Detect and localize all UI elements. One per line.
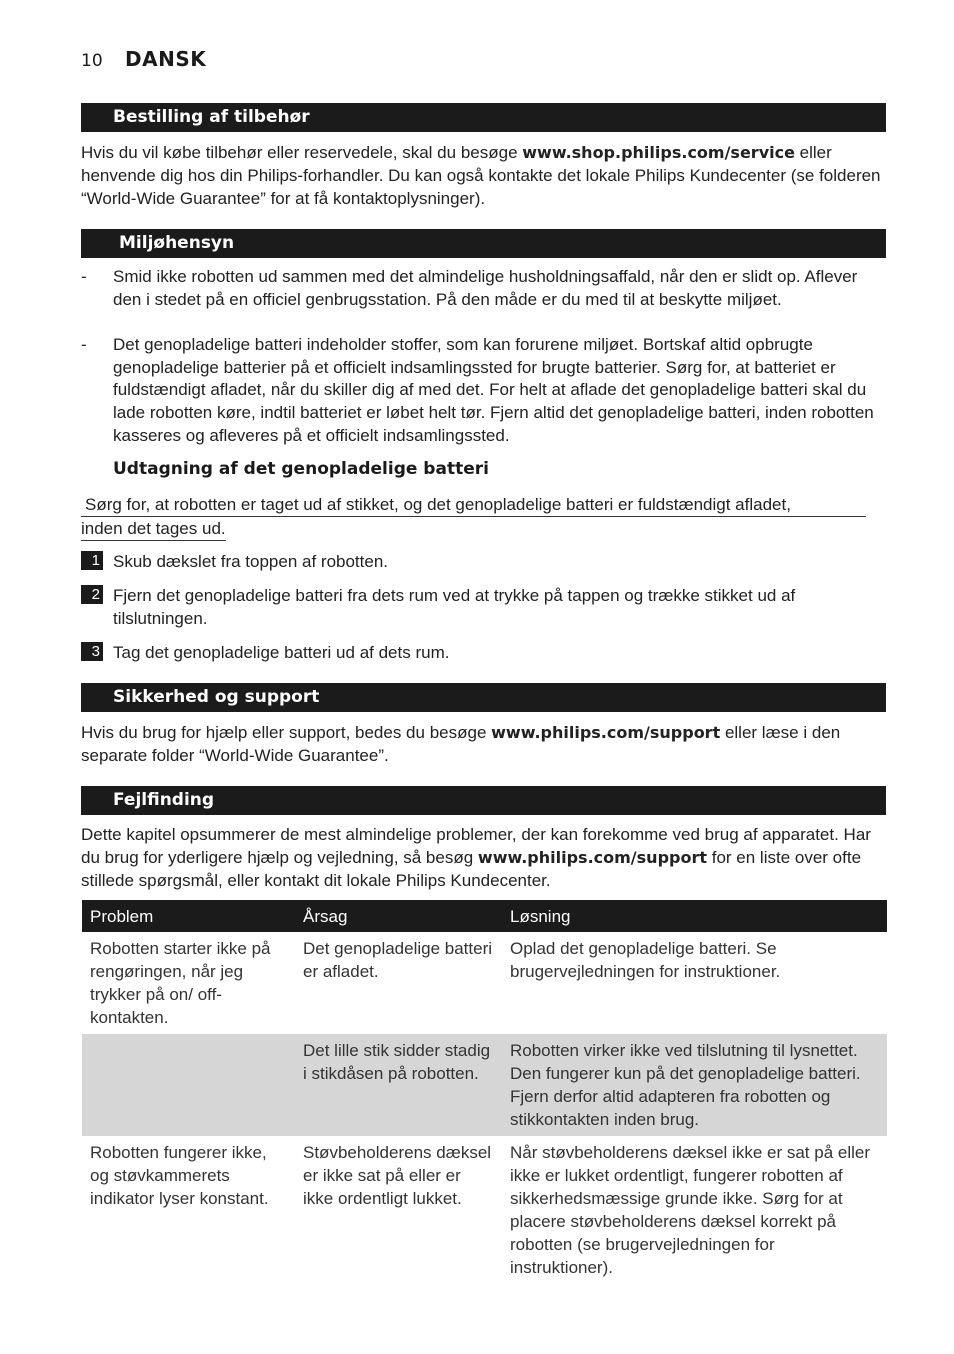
column-header-solution: Løsning bbox=[502, 900, 887, 932]
support-text-2: eller læse i den separate folder “World-Wide Guarantee”. bbox=[81, 723, 841, 765]
table-row bbox=[82, 932, 887, 1034]
troubleshooting-text-1: Dette kapitel opsummerer de mest almindelige problemer, der kan forekomme ved brug af apparatet. Har du brug for yderligere hjælp og vejledning, så besøg bbox=[81, 825, 871, 867]
warning-line-2: inden det tages ud. bbox=[81, 517, 226, 541]
accessories-text-1: Hvis du vil købe tilbehør eller reservedele, skal du besøge bbox=[81, 143, 523, 162]
troubleshooting-table bbox=[82, 900, 887, 1284]
problem-cell: Robotten fungerer ikke, og støvkammerets indikator lyser konstant. bbox=[90, 1143, 269, 1208]
step-item bbox=[81, 550, 887, 573]
troubleshooting-text-2: for en liste over ofte stillede spørgsmål, eller kontakt dit lokale Philips Kundecenter. bbox=[81, 848, 862, 890]
step-text: Fjern det genopladelige batteri fra dets rum ved at trykke på tappen og trække stikket ud af tilslutningen. bbox=[113, 586, 796, 628]
accessories-paragraph bbox=[81, 141, 887, 210]
step-number: 2 bbox=[81, 585, 103, 604]
warning-line-1: Sørg for, at robotten er taget ud af stikket, og det genopladelige batteri er fuldstændigt afladet, bbox=[81, 493, 866, 517]
problem-cell bbox=[82, 1034, 295, 1136]
cause-cell: Det lille stik sidder stadig i stikdåsen på robotten. bbox=[295, 1034, 502, 1136]
step-item bbox=[81, 584, 887, 630]
section-heading-environment: Miljøhensyn bbox=[81, 229, 886, 258]
bullet-marker: - bbox=[81, 335, 87, 354]
battery-removal-heading: Udtagning af det genopladelige batteri bbox=[113, 459, 489, 479]
section-heading-troubleshooting: Fejlfinding bbox=[81, 786, 886, 815]
problem-cell: Robotten starter ikke på rengøringen, når jeg trykker på on/ off-kontakten. bbox=[90, 939, 271, 1027]
warning-note bbox=[81, 493, 866, 541]
solution-cell: Robotten virker ikke ved tilslutning til lysnettet. Den fungerer kun på det genopladelige batteri. Fjern derfor altid adapteren fra robotten og stikkontakten inden brug. bbox=[502, 1034, 887, 1136]
language-heading: DANSK bbox=[125, 47, 207, 71]
step-number: 3 bbox=[81, 642, 103, 661]
section-heading-support: Sikkerhed og support bbox=[81, 683, 886, 712]
support-text-1: Hvis du brug for hjælp eller support, bedes du besøge bbox=[81, 723, 492, 742]
step-text: Skub dækslet fra toppen af robotten. bbox=[113, 552, 389, 571]
support-paragraph bbox=[81, 721, 887, 767]
cause-cell: Det genopladelige batteri er afladet. bbox=[303, 939, 493, 981]
column-header-problem: Problem bbox=[82, 900, 295, 932]
support-link[interactable]: www.philips.com/support bbox=[491, 723, 721, 742]
cause-cell: Støvbeholderens dæksel er ikke sat på eller er ikke ordentligt lukket. bbox=[303, 1143, 492, 1208]
solution-cell: Når støvbeholderens dæksel ikke er sat på eller ikke er lukket ordentligt, fungerer robotten af sikkerhedsmæssige grunde ikke. Sørg for at placere støvbeholderens dæksel korrekt på robotten (se brugervejledningen for instruktioner). bbox=[510, 1143, 870, 1277]
step-item bbox=[81, 641, 887, 664]
table-header-row bbox=[82, 900, 887, 932]
bullet-text: Smid ikke robotten ud sammen med det almindelige husholdningsaffald, når den er slidt op. Aflever den i stedet på en officiel genbrugsstation. På den måde er du med til at beskytte miljøet. bbox=[113, 267, 858, 309]
solution-cell: Oplad det genopladelige batteri. Se brugervejledningen for instruktioner. bbox=[510, 939, 781, 981]
environment-bullet bbox=[81, 266, 887, 311]
column-header-cause: Årsag bbox=[295, 900, 502, 932]
page-number: 10 bbox=[81, 51, 103, 71]
table-row bbox=[82, 1034, 887, 1136]
shop-link[interactable]: www.shop.philips.com/service bbox=[522, 143, 795, 162]
section-heading-accessories: Bestilling af tilbehør bbox=[81, 103, 886, 132]
environment-bullet bbox=[81, 334, 887, 448]
accessories-text-2: eller henvende dig hos din Philips-forhandler. Du kan også kontakte det lokale Philips Kundecenter (se folderen “World-Wide Guarantee” for at få kontaktoplysninger). bbox=[81, 143, 881, 208]
bullet-text: Det genopladelige batteri indeholder stoffer, som kan forurene miljøet. Bortskaf altid opbrugte genopladelige batterier på et officielt indsamlingssted for brugte batterier. Sørg for, at batteriet er fuldstændigt afladet, når du skiller dig af med det. For helt at aflade det genopladelige batteri skal du lade robotten køre, indtil batteriet er løbet helt tør. Fjern altid det genopladelige batteri, inden robotten kasseres og afleveres på et officielt indsamlingssted. bbox=[113, 335, 874, 445]
troubleshooting-paragraph bbox=[81, 823, 887, 892]
bullet-marker: - bbox=[81, 267, 87, 286]
step-number: 1 bbox=[81, 551, 103, 570]
troubleshooting-link[interactable]: www.philips.com/support bbox=[477, 848, 707, 867]
step-text: Tag det genopladelige batteri ud af dets rum. bbox=[113, 643, 450, 662]
table-row bbox=[82, 1136, 887, 1284]
